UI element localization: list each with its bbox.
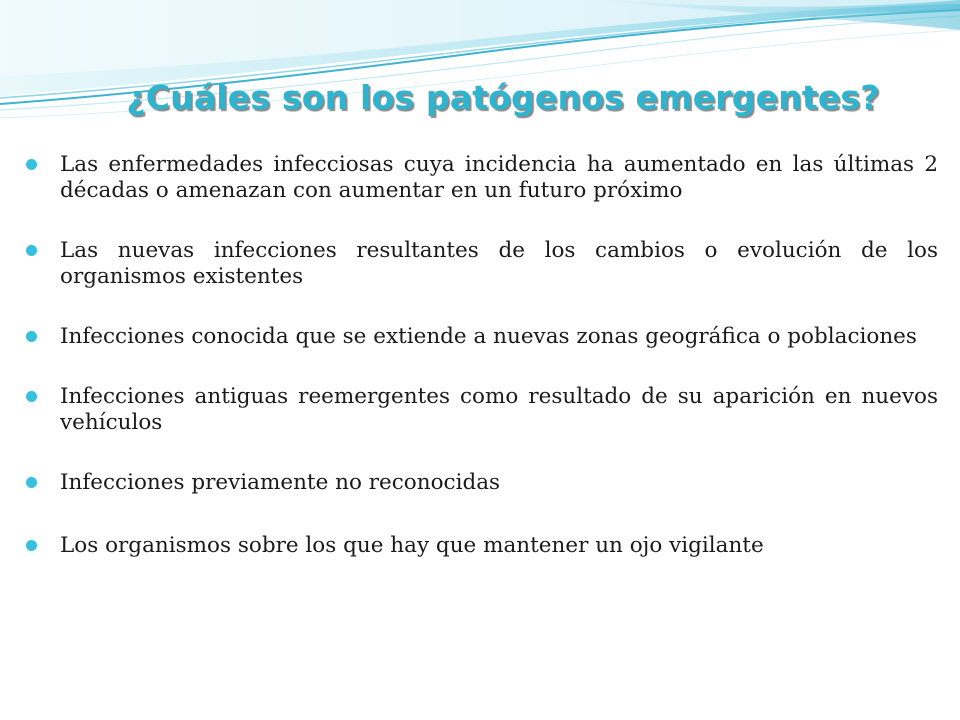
bullet-text: Las enfermedades infecciosas cuya incidencia ha aumentado en las últimas 2 décadas o amenazan con aumentar en un futuro próximo: [60, 152, 938, 203]
list-item: [24, 384, 938, 436]
bullet-dot-icon: [26, 159, 37, 170]
bullet-dot-icon: [26, 391, 37, 402]
bullet-text: Los organismos sobre los que hay que mantener un ojo vigilante: [60, 533, 764, 558]
list-item: [24, 152, 938, 204]
list-item: [24, 324, 938, 350]
bullet-text: Infecciones antiguas reemergentes como resultado de su aparición en nuevos vehículos: [60, 384, 938, 435]
bullet-text: Las nuevas infecciones resultantes de los cambios o evolución de los organismos existentes: [60, 238, 938, 289]
list-item: [24, 238, 938, 290]
bullet-list: [24, 152, 938, 596]
bullet-text: Infecciones previamente no reconocidas: [60, 470, 501, 495]
slide-title: ¿Cuáles son los patógenos emergentes?: [126, 78, 880, 117]
bullet-text: Infecciones conocida que se extiende a nuevas zonas geográfica o poblaciones: [60, 324, 917, 349]
list-item: [24, 470, 938, 496]
bullet-dot-icon: [26, 477, 37, 488]
bullet-dot-icon: [26, 245, 37, 256]
bullet-dot-icon: [26, 540, 37, 551]
bullet-dot-icon: [26, 331, 37, 342]
list-item: [24, 533, 938, 559]
header-wave-decoration: [0, 0, 960, 140]
